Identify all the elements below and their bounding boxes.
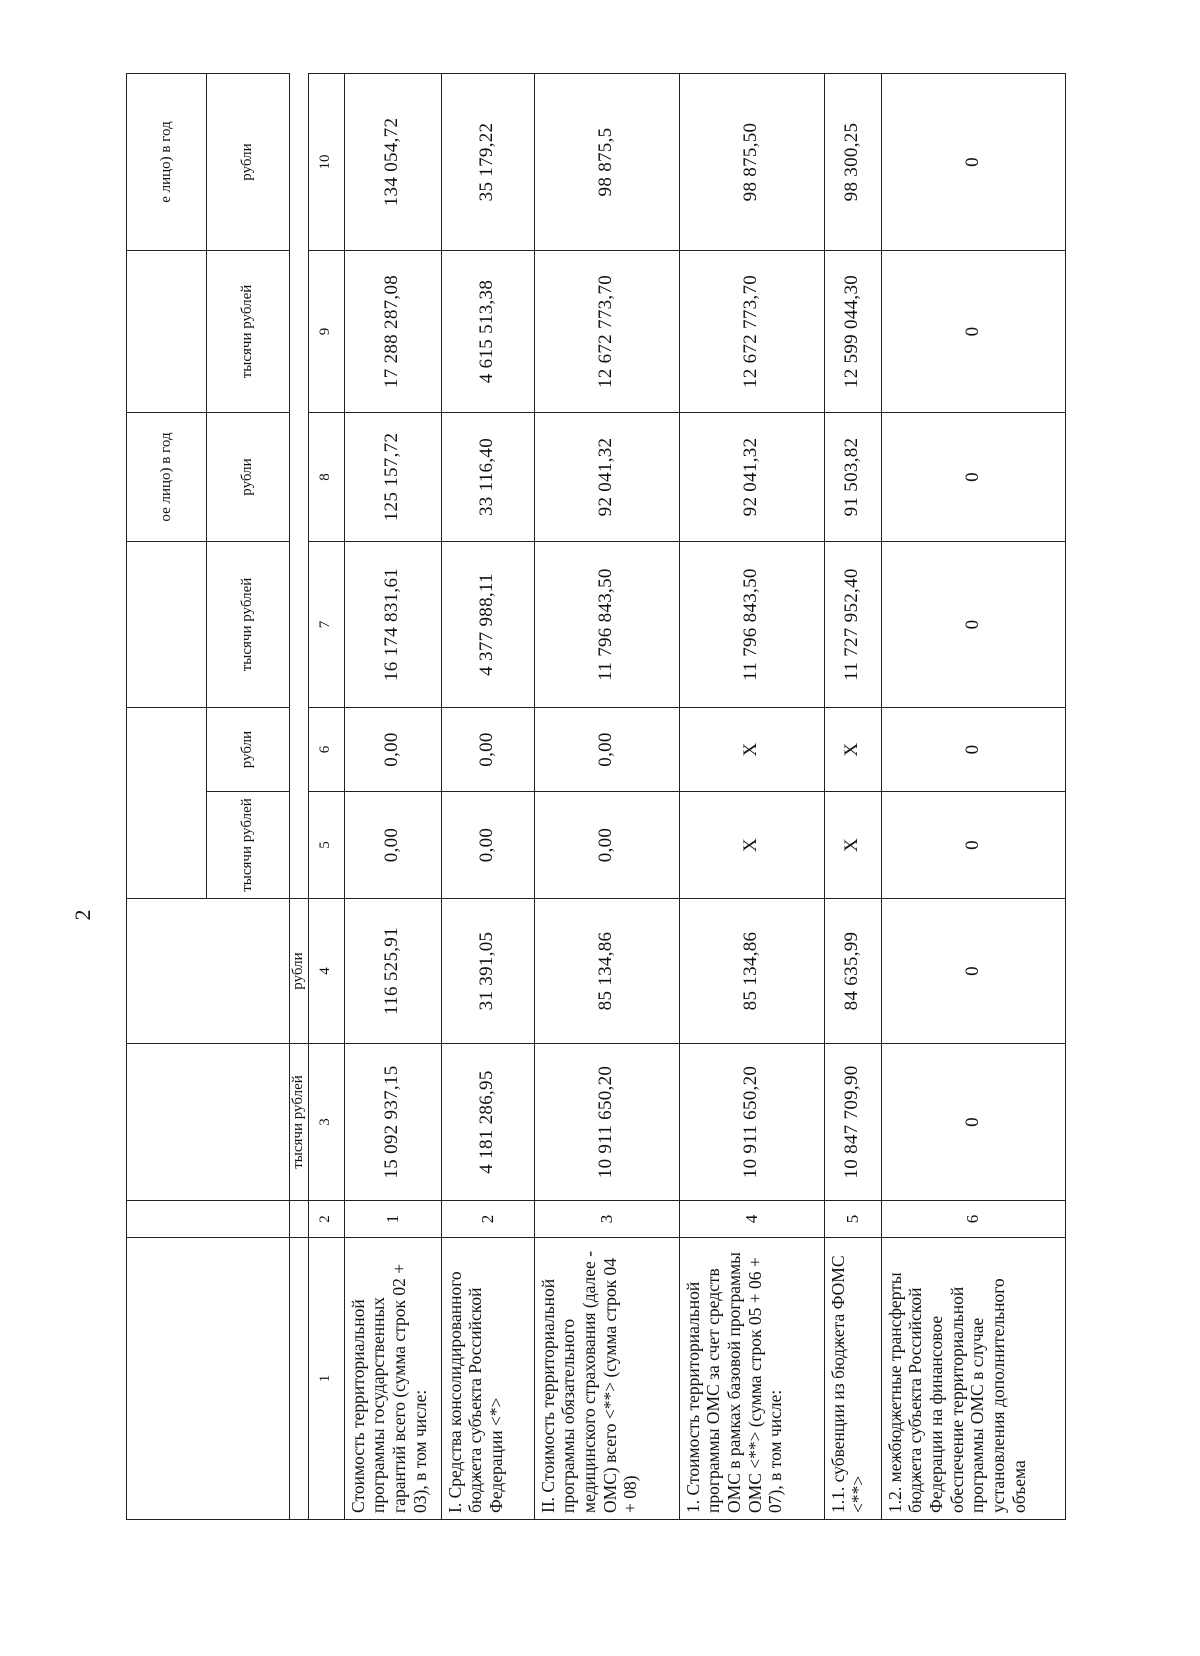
table-row bbox=[881, 74, 1065, 1520]
value-cell: 0 bbox=[881, 74, 1065, 251]
value-cell: 134 054,72 bbox=[344, 74, 441, 251]
table-row bbox=[534, 74, 679, 1520]
value-cell: 10 847 709,90 bbox=[824, 1044, 881, 1201]
line-number: 2 bbox=[441, 1201, 534, 1238]
value-cell: 0,00 bbox=[344, 792, 441, 899]
value-cell: 31 391,05 bbox=[441, 899, 534, 1044]
value-cell: 4 181 286,95 bbox=[441, 1044, 534, 1201]
line-number: 1 bbox=[344, 1201, 441, 1238]
column-number: 6 bbox=[308, 708, 344, 792]
value-cell: 0,00 bbox=[534, 708, 679, 792]
value-cell: 35 179,22 bbox=[441, 74, 534, 251]
header-cell-empty bbox=[127, 1238, 290, 1520]
value-cell: 10 911 650,20 bbox=[679, 1044, 824, 1201]
header-cell-empty bbox=[127, 1201, 290, 1238]
header-cell-empty bbox=[127, 1044, 290, 1201]
unit-header: тысячи рублей bbox=[207, 251, 290, 413]
row-label: II. Стоимость территориальной программы обязательного медицинского страхования (далее - ОМС) всего <**> (сумма строк 04 + 08) bbox=[534, 1238, 679, 1520]
value-cell: 0 bbox=[881, 708, 1065, 792]
header-cell-empty bbox=[127, 251, 207, 413]
value-cell: 92 041,32 bbox=[534, 413, 679, 542]
unit-header: рубли bbox=[207, 413, 290, 542]
unit-header: рубли bbox=[207, 74, 290, 251]
value-cell: 98 300,25 bbox=[824, 74, 881, 251]
value-cell: 92 041,32 bbox=[679, 413, 824, 542]
row-label: 1.1. субвенции из бюджета ФОМС <**> bbox=[824, 1238, 881, 1520]
column-number: 7 bbox=[308, 542, 344, 708]
unit-header: рубли bbox=[290, 899, 309, 1044]
row-label: 1.2. межбюджетные трансферты бюджета субъекта Российской Федерации на финансовое обеспечение территориальной программы ОМС в случае установления дополнительного объема bbox=[881, 1238, 1065, 1520]
value-cell: 17 288 287,08 bbox=[344, 251, 441, 413]
value-cell: 15 092 937,15 bbox=[344, 1044, 441, 1201]
value-cell: 116 525,91 bbox=[344, 899, 441, 1044]
value-cell: 4 615 513,38 bbox=[441, 251, 534, 413]
value-cell: 0 bbox=[881, 542, 1065, 708]
value-cell: X bbox=[679, 708, 824, 792]
table-row bbox=[679, 74, 824, 1520]
value-cell: 11 727 952,40 bbox=[824, 542, 881, 708]
value-cell: 98 875,50 bbox=[679, 74, 824, 251]
column-number: 5 bbox=[308, 792, 344, 899]
value-cell: X bbox=[824, 792, 881, 899]
value-cell: 10 911 650,20 bbox=[534, 1044, 679, 1201]
group-header-fragment: ое лицо) в год bbox=[127, 413, 207, 542]
value-cell: 91 503,82 bbox=[824, 413, 881, 542]
table-row bbox=[824, 74, 881, 1520]
value-cell: 98 875,5 bbox=[534, 74, 679, 251]
line-number: 3 bbox=[534, 1201, 679, 1238]
value-cell: 85 134,86 bbox=[534, 899, 679, 1044]
value-cell: 0,00 bbox=[441, 792, 534, 899]
value-cell: 0 bbox=[881, 792, 1065, 899]
value-cell: 0 bbox=[881, 251, 1065, 413]
value-cell: 12 599 044,30 bbox=[824, 251, 881, 413]
row-label: 1. Стоимость территориальной программы ОМС за счет средств ОМС в рамках базовой программы ОМС <**> (сумма строк 05 + 06 + 07), в том числе: bbox=[679, 1238, 824, 1520]
value-cell: 11 796 843,50 bbox=[534, 542, 679, 708]
header-cell-empty bbox=[127, 899, 290, 1044]
table-row bbox=[441, 74, 534, 1520]
table-row bbox=[344, 74, 441, 1520]
value-cell: 0 bbox=[881, 1044, 1065, 1201]
header-cell-empty bbox=[127, 708, 207, 899]
value-cell: 33 116,40 bbox=[441, 413, 534, 542]
unit-header: рубли bbox=[207, 708, 290, 792]
line-number: 6 bbox=[881, 1201, 1065, 1238]
column-number: 4 bbox=[308, 899, 344, 1044]
value-cell: 85 134,86 bbox=[679, 899, 824, 1044]
value-cell: 0,00 bbox=[344, 708, 441, 792]
header-cell-empty bbox=[290, 1238, 309, 1520]
page-number: 2 bbox=[70, 909, 95, 921]
financing-table bbox=[126, 74, 1046, 1520]
column-number: 10 bbox=[308, 74, 344, 251]
column-number: 9 bbox=[308, 251, 344, 413]
row-label: I. Средства консолидированного бюджета субъекта Российской Федерации <*> bbox=[441, 1238, 534, 1520]
group-header-fragment: е лицо) в год bbox=[127, 74, 207, 251]
header-cell-empty bbox=[290, 1201, 309, 1238]
value-cell: 16 174 831,61 bbox=[344, 542, 441, 708]
unit-header: тысячи рублей bbox=[207, 792, 290, 899]
line-number: 4 bbox=[679, 1201, 824, 1238]
value-cell: 12 672 773,70 bbox=[534, 251, 679, 413]
value-cell: X bbox=[824, 708, 881, 792]
value-cell: 4 377 988,11 bbox=[441, 542, 534, 708]
unit-header: тысячи рублей bbox=[207, 542, 290, 708]
value-cell: 0,00 bbox=[534, 792, 679, 899]
line-number: 5 bbox=[824, 1201, 881, 1238]
column-number: 2 bbox=[308, 1201, 344, 1238]
value-cell: 12 672 773,70 bbox=[679, 251, 824, 413]
header-cell-empty bbox=[127, 542, 207, 708]
unit-header: тысячи рублей bbox=[290, 1044, 309, 1201]
value-cell: 84 635,99 bbox=[824, 899, 881, 1044]
column-number: 1 bbox=[308, 1238, 344, 1520]
column-number: 8 bbox=[308, 413, 344, 542]
value-cell: 0,00 bbox=[441, 708, 534, 792]
value-cell: 11 796 843,50 bbox=[679, 542, 824, 708]
value-cell: 0 bbox=[881, 899, 1065, 1044]
value-cell: 125 157,72 bbox=[344, 413, 441, 542]
value-cell: X bbox=[679, 792, 824, 899]
column-number: 3 bbox=[308, 1044, 344, 1201]
row-label: Стоимость территориальной программы государственных гарантий всего (сумма строк 02 + 03), в том числе: bbox=[344, 1238, 441, 1520]
value-cell: 0 bbox=[881, 413, 1065, 542]
